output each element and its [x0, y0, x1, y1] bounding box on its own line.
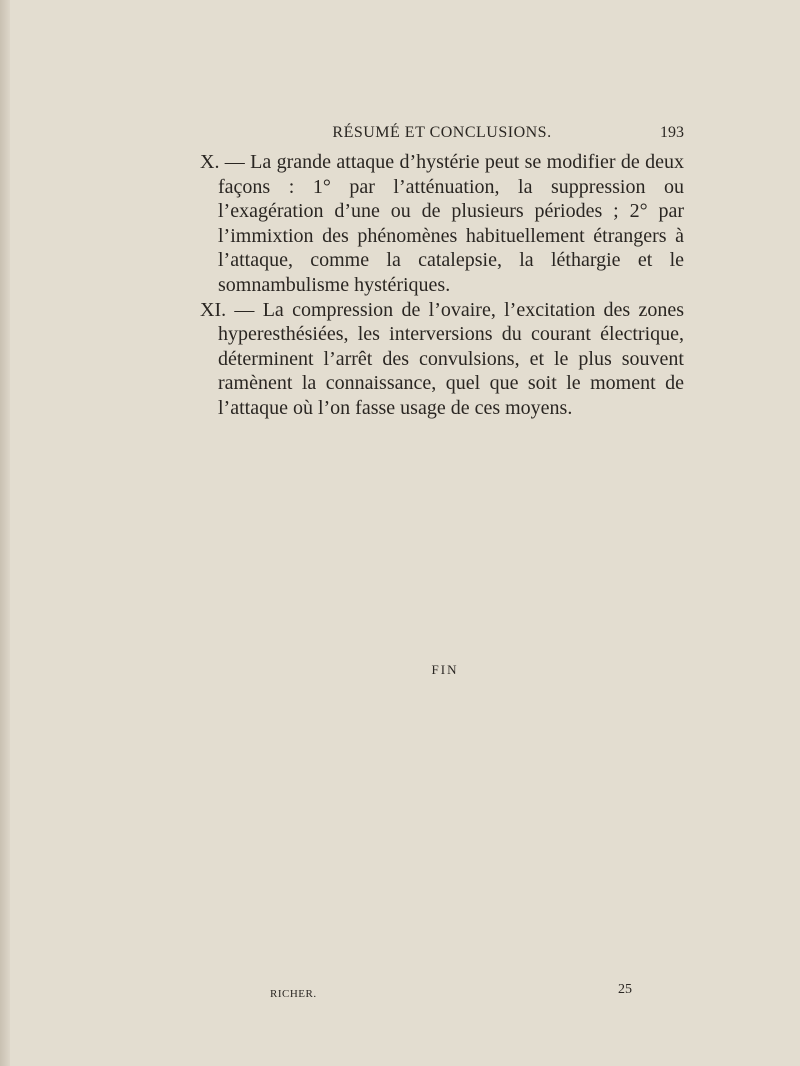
signature-mark: RICHER. [270, 988, 317, 1000]
sheet-number: 25 [618, 982, 632, 997]
page-number: 193 [660, 124, 684, 141]
end-mark: FIN [431, 662, 459, 677]
body-text [200, 150, 684, 421]
paragraph-xi: XI. — La compression de l’ovaire, l’excitation des zones hyperesthésiées, les interversions du courant électrique, déterminent l’arrêt des convulsions, et le plus souvent ramènent la connaissance, quel que soit le moment de l’attaque où l’on fasse usage de ces moyens. [200, 298, 684, 419]
page-binding-edge [0, 0, 10, 1066]
running-title: RÉSUMÉ ET CONCLUSIONS. [332, 124, 552, 141]
paragraph-x: X. — La grande attaque d’hystérie peut se modifier de deux façons : 1° par l’atténuation, la suppression ou l’exagération d’une ou de plusieurs périodes ; 2° par l’immixtion des phénomènes habituellement étrangers à l’attaque, comme la catalepsie, la léthargie et le somnambulisme hystériques. [200, 151, 684, 296]
running-head [200, 124, 684, 146]
